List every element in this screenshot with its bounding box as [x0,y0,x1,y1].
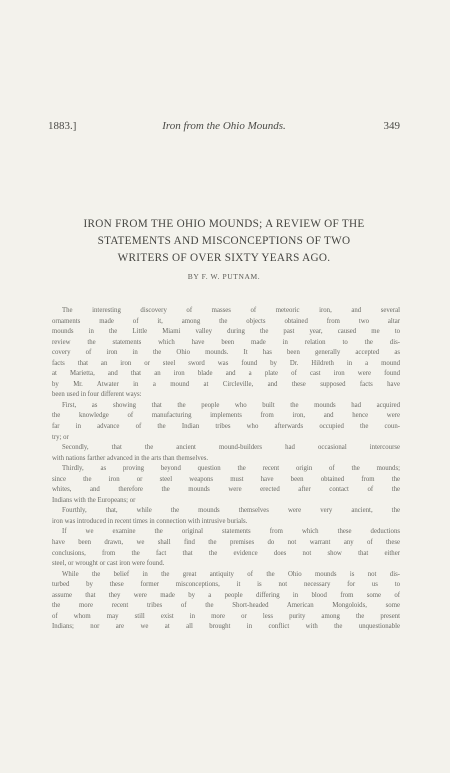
body-text-line: the more recent tribes of the Short-headed American Mongoloids, some [52,602,400,610]
body-text-line: review the statements which have been made in relation to the dis- [52,338,400,346]
body-text-line: While the belief in the great antiquity of the Ohio mounds is not dis- [62,570,400,578]
body-text-line: have been drawn, we shall find the premises do not warrant any of these [52,539,400,547]
body-text-line: Secondly, that the ancient mound-builders had occasional intercourse [62,444,400,452]
body-text-line: been used in four different ways: [52,391,142,399]
title-line: IRON FROM THE OHIO MOUNDS; A REVIEW OF THE [83,218,365,230]
body-text-line: iron was introduced in recent times in connection with intrusive burials. [52,517,248,525]
body-text-line: facts that an iron or steel sword was found by Dr. Hildreth in a mound [52,359,400,367]
running-header [48,120,400,134]
title-line: WRITERS OF OVER SIXTY YEARS AGO. [117,252,331,264]
body-text-line: First, as showing that the people who built the mounds had acquired [62,401,400,409]
body-text-line: whites, and therefore the mounds were erected after contact of the [52,486,400,494]
author-byline: BY F. W. PUTNAM. [187,272,261,281]
page-number: 349 [383,120,400,132]
body-text-line: Fourthly, that, while the mounds themselves were very ancient, the [62,507,400,515]
article-body [52,306,400,633]
body-text-line: of whom may still exist in more or less purity among the present [52,612,400,620]
body-text-line: turbed by these former misconceptions, it is not necessary for us to [52,581,400,589]
body-text-line: since the iron or steel weapons must have been obtained from the [52,475,400,483]
body-text-line: Indians with the Europeans; or [52,496,136,504]
body-text-line: conclusions, from the fact that the evidence does not show that either [52,549,400,557]
header-year: 1883.] [48,120,77,132]
body-text-line: far in advance of the Indian tribes who afterwards occupied the coun- [52,423,400,431]
article-title [48,216,400,267]
body-text-line: try; or [52,433,69,441]
body-text-line: assume that they were made by a people differing in blood from some of [52,591,400,599]
body-text-line: If we examine the original statements from which these deductions [62,528,400,536]
body-text-line: The interesting discovery of masses of meteoric iron, and several [62,307,400,314]
body-text-line: mounds in the Little Miami valley during the past year, caused me to [52,328,400,336]
body-text-line: covery of iron in the Ohio mounds. It has been generally accepted as [52,349,400,357]
title-line: STATEMENTS AND MISCONCEPTIONS OF TWO [97,235,351,247]
body-text-line: Thirdly, as proving beyond question the recent origin of the mounds; [62,465,400,473]
body-text-line: the knowledge of manufacturing implements from iron, and hence were [52,412,400,420]
body-text-line: at Marietta, and that an iron blade and a plate of cast iron were found [52,370,400,378]
body-text-line: Indians; nor are we at all brought in conflict with the unquestionable [52,623,400,631]
body-text-line: by Mr. Atwater in a mound at Circleville, and these supposed facts have [52,380,400,388]
body-text-line: with nations farther advanced in the arts than themselves. [52,454,209,462]
body-text-line: steel, or wrought or cast iron were found. [52,560,165,568]
body-text-line: ornaments made of it, among the objects obtained from two altar [52,317,400,325]
running-title: Iron from the Ohio Mounds. [162,120,286,132]
